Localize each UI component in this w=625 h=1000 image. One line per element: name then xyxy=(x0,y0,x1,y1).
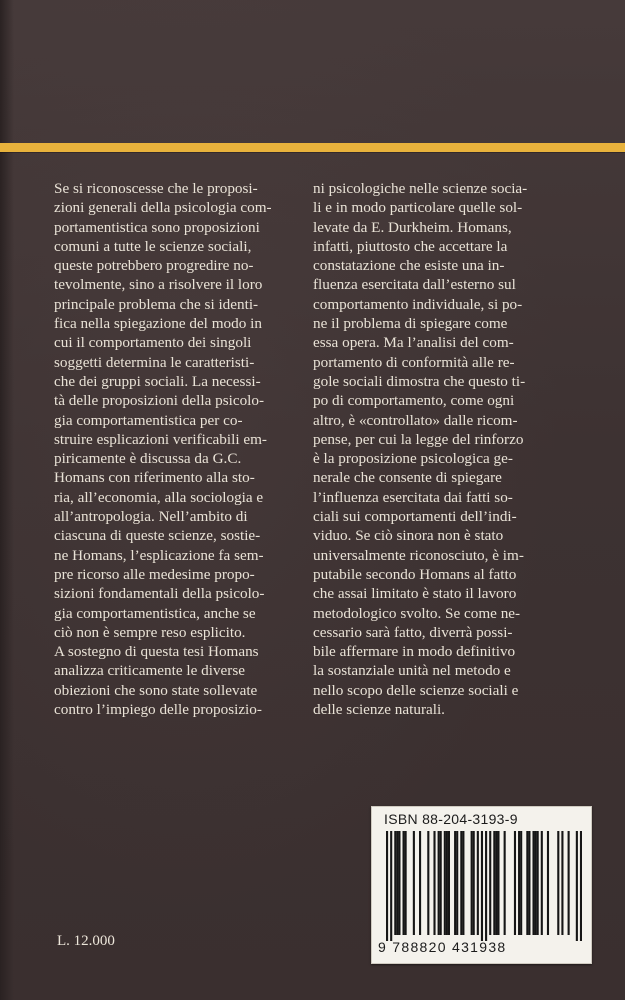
barcode-bar xyxy=(495,831,497,935)
barcode-bar xyxy=(561,831,563,935)
blurb-column-right: ni psicologiche nelle scienze socia- li e in modo particolare quelle sol- levate da E. Durkheim. Homans, infatti, piuttosto che accettare la constatazione che esiste una in- fluenza esercitata dall’esterno sul comportamento individuale, si po- ne il problema di spiegare come essa opera. Ma l’analisi del com- portamento di conformità alle re- gole sociali dimostra che questo ti- po di comportamento, come ogni altro, è «controllato» dalle ricom- pense, per cui la legge del rinforzo è la proposizione psicologica ge- nerale che consente di spiegare l’influenza esercitata dai fatti so- ciali sui comportamenti dell’indi- viduo. Se ciò sinora non è stato universalmente riconosciuto, è im- putabile secondo Homans al fatto che assai limitato è stato il lavoro metodologico svolto. Se come ne- cessario sarà fatto, diverrà possi- bile affermare in modo definitivo la sostanziale unità nel metodo e nello scopo delle scienze sociali e delle scienze naturali. xyxy=(313,180,528,719)
barcode-bar xyxy=(403,831,405,935)
barcode-bar xyxy=(504,831,506,935)
barcode-bar xyxy=(541,831,543,935)
barcode-icon xyxy=(386,831,582,941)
barcode-bar xyxy=(537,831,539,935)
barcode-bar xyxy=(419,831,421,935)
barcode-bar xyxy=(448,831,450,935)
barcode-bar xyxy=(398,831,400,935)
barcode-bar xyxy=(396,831,398,935)
barcode-bar xyxy=(493,831,495,935)
barcode-bar xyxy=(405,831,407,935)
barcode-bar xyxy=(394,831,396,935)
accent-stripe xyxy=(0,143,625,152)
barcode-bar xyxy=(460,831,462,935)
barcode-bar xyxy=(489,831,491,935)
barcode-bar xyxy=(473,831,475,935)
price-label: L. 12.000 xyxy=(57,933,115,949)
barcode-bar xyxy=(532,831,534,935)
barcode-bar xyxy=(390,831,392,941)
barcode-bar xyxy=(526,831,528,935)
barcode-bar xyxy=(413,831,415,935)
barcode-bar xyxy=(580,831,582,941)
isbn-number: ISBN 88-204-3193-9 xyxy=(384,811,518,827)
barcode-bar xyxy=(454,831,456,935)
barcode-bar xyxy=(576,831,578,941)
barcode-bar xyxy=(557,831,559,935)
ean-number: 9 788820 431938 xyxy=(378,939,507,955)
barcode-bar xyxy=(456,831,458,935)
barcode-bar xyxy=(433,831,435,935)
barcode-bar xyxy=(471,831,473,935)
barcode-bar xyxy=(386,831,388,941)
barcode-bar xyxy=(485,831,487,941)
barcode-bar xyxy=(497,831,499,935)
barcode-bar xyxy=(427,831,429,935)
barcode-bar xyxy=(547,831,549,935)
barcode-bar xyxy=(444,831,446,935)
barcode-bar xyxy=(568,831,570,935)
barcode-bar xyxy=(514,831,516,935)
barcode-bar xyxy=(438,831,440,935)
blurb-column-left: Se si riconoscesse che le proposi- zioni generali della psicologia com- portamentistica sono proposizioni comuni a tutte le scienze sociali, queste potrebbero progredire no- tevolmente, sino a risolvere il loro principale problema che si identi- fica nella spiegazione del modo in cui il comportamento dei singoli soggetti determina le caratteristi- che dei gruppi sociali. La necessi- tà delle proposizioni della psicolo- gia comportamentistica per co- struire esplicazioni verificabili em- piricamente è discussa da G.C. Homans con riferimento alla sto- ria, all’economia, alla sociologia e all’antropologia. Nell’ambito di ciascuna di queste scienze, sostie- ne Homans, l’esplicazione fa sem- pre ricorso alle medesime propo- sizioni fondamentali della psicolo- gia comportamentistica, anche se ciò non è sempre reso esplicito. A sostegno di questa tesi Homans analizza criticamente le diverse obiezioni che sono state sollevate contro l’impiego delle proposizio- xyxy=(54,180,272,719)
barcode-bar xyxy=(446,831,448,935)
barcode-bar xyxy=(477,831,479,935)
barcode-bar xyxy=(518,831,520,935)
barcode-bar xyxy=(481,831,483,941)
barcode-bar xyxy=(535,831,537,935)
barcode-bar xyxy=(528,831,530,935)
barcode-label xyxy=(371,806,592,964)
barcode-bar xyxy=(520,831,522,935)
barcode-bar xyxy=(462,831,464,935)
barcode-bar xyxy=(440,831,442,935)
